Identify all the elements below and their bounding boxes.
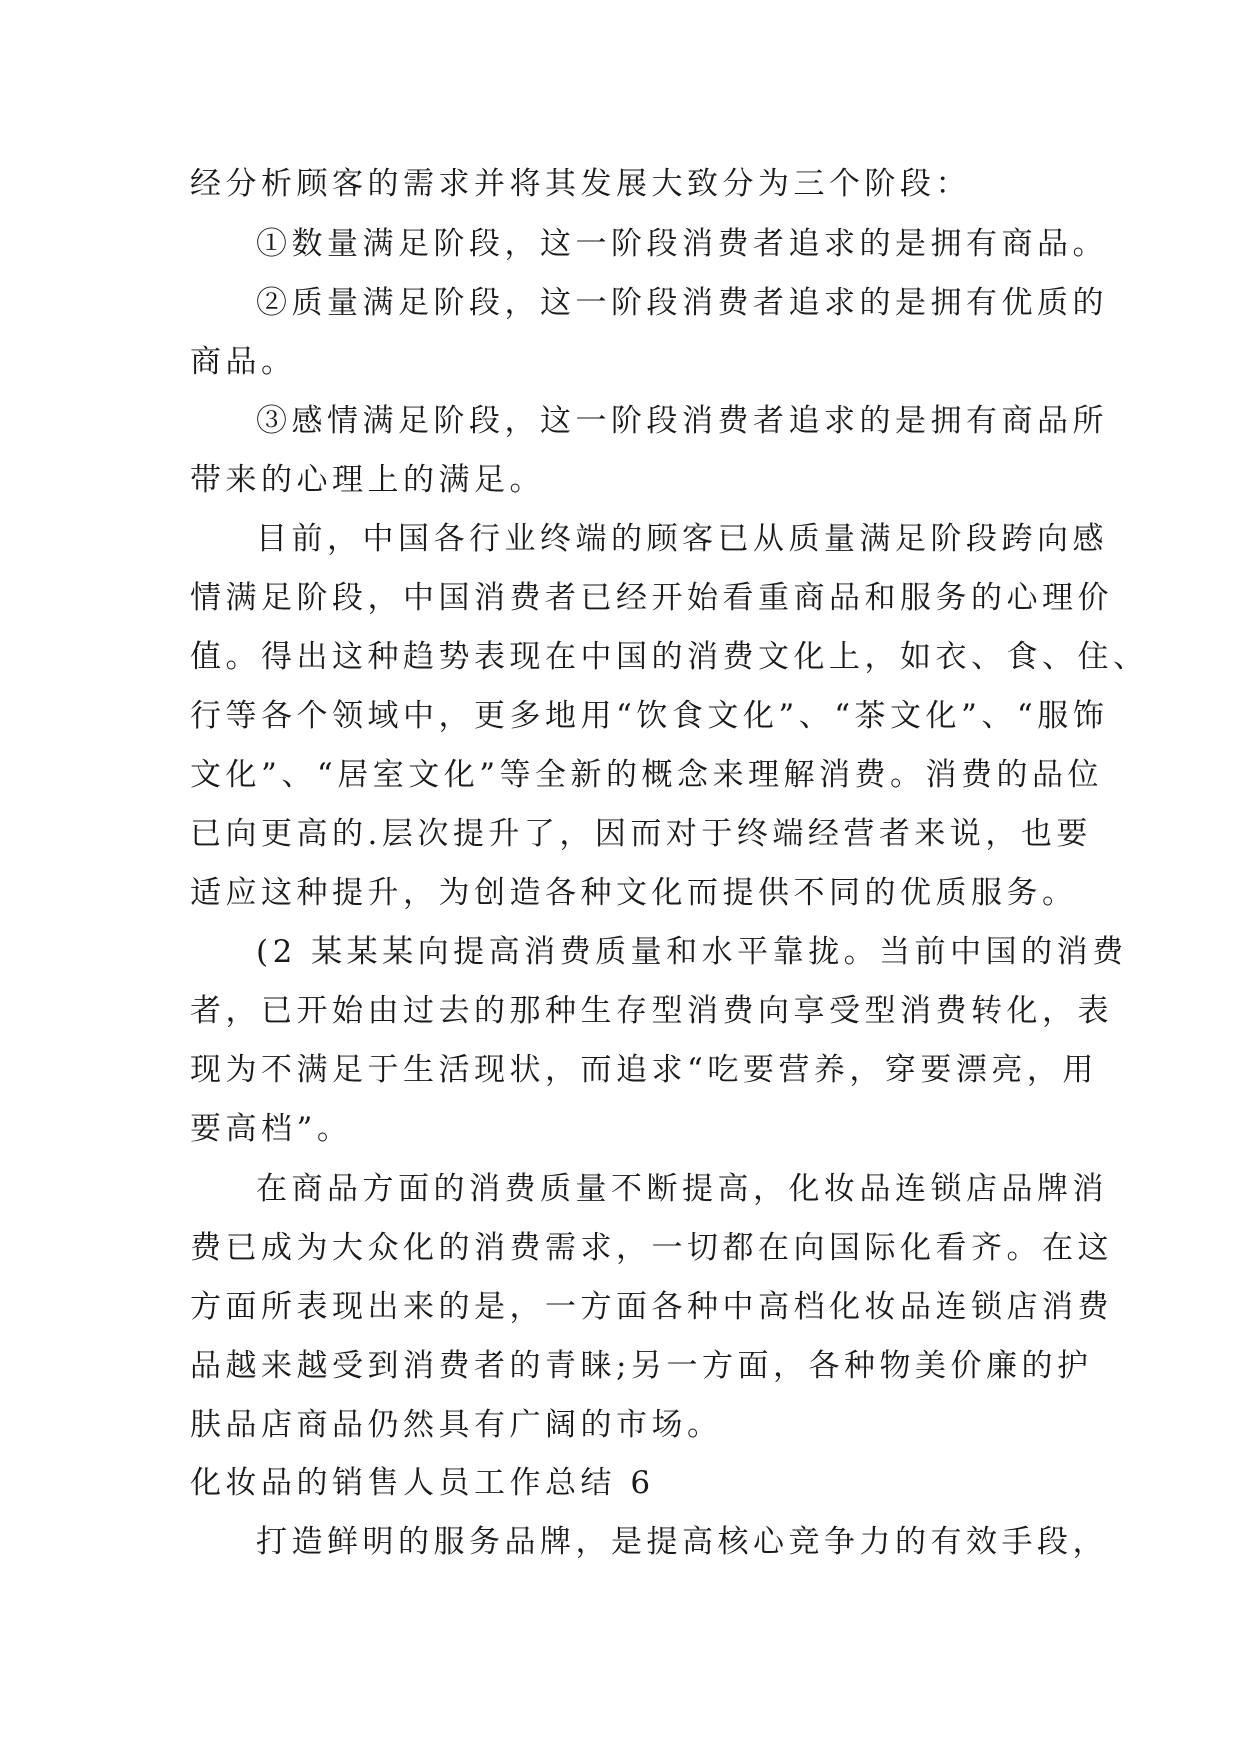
text-line: 要高档”。: [190, 1111, 353, 1147]
section-heading: 化妆品的销售人员工作总结 6: [190, 1465, 655, 1501]
text-line: 经分析顾客的需求并将其发展大致分为三个阶段：: [190, 166, 971, 202]
text-line: (2 某某某向提高消费质量和水平靠拢。当前中国的消费: [256, 934, 1128, 970]
text-line: 商品。: [190, 344, 297, 380]
text-line: 品越来越受到消费者的青睐;另一方面，各种物美价廉的护: [190, 1348, 1093, 1384]
text-line: 已向更高的.层次提升了，因而对于终端经营者来说，也要: [190, 816, 1092, 852]
text-line: 肤品店商品仍然具有广阔的市场。: [190, 1407, 723, 1443]
text-line: 费已成为大众化的消费需求，一切都在向国际化看齐。在这: [190, 1230, 1113, 1266]
text-line: ③感情满足阶段，这一阶段消费者追求的是拥有商品所: [256, 403, 1108, 439]
text-line: 行等各个领域中，更多地用“饮食文化”、“茶文化”、“服饰: [190, 698, 1109, 734]
text-line: 方面所表现出来的是，一方面各种中高档化妆品连锁店消费: [190, 1289, 1113, 1325]
text-line: 值。得出这种趋势表现在中国的消费文化上，如衣、食、住、: [190, 639, 1149, 675]
text-line: 文化”、“居室文化”等全新的概念来理解消费。消费的品位: [190, 757, 1104, 793]
text-line: 适应这种提升，为创造各种文化而提供不同的优质服务。: [190, 875, 1078, 911]
text-line: 带来的心理上的满足。: [190, 462, 545, 498]
text-line: 者，已开始由过去的那种生存型消费向享受型消费转化，表: [190, 993, 1113, 1029]
text-line: 目前，中国各行业终端的顾客已从质量满足阶段跨向感: [256, 521, 1108, 557]
text-line: 在商品方面的消费质量不断提高，化妆品连锁店品牌消: [256, 1171, 1108, 1207]
text-line: 打造鲜明的服务品牌，是提高核心竞争力的有效手段，: [256, 1524, 1108, 1560]
text-line: 现为不满足于生活现状，而追求“吃要营养，穿要漂亮，用: [190, 1052, 1098, 1088]
text-line: ①数量满足阶段，这一阶段消费者追求的是拥有商品。: [256, 226, 1108, 262]
text-line: 情满足阶段，中国消费者已经开始看重商品和服务的心理价: [190, 580, 1113, 616]
text-line: ②质量满足阶段，这一阶段消费者追求的是拥有优质的: [256, 285, 1108, 321]
